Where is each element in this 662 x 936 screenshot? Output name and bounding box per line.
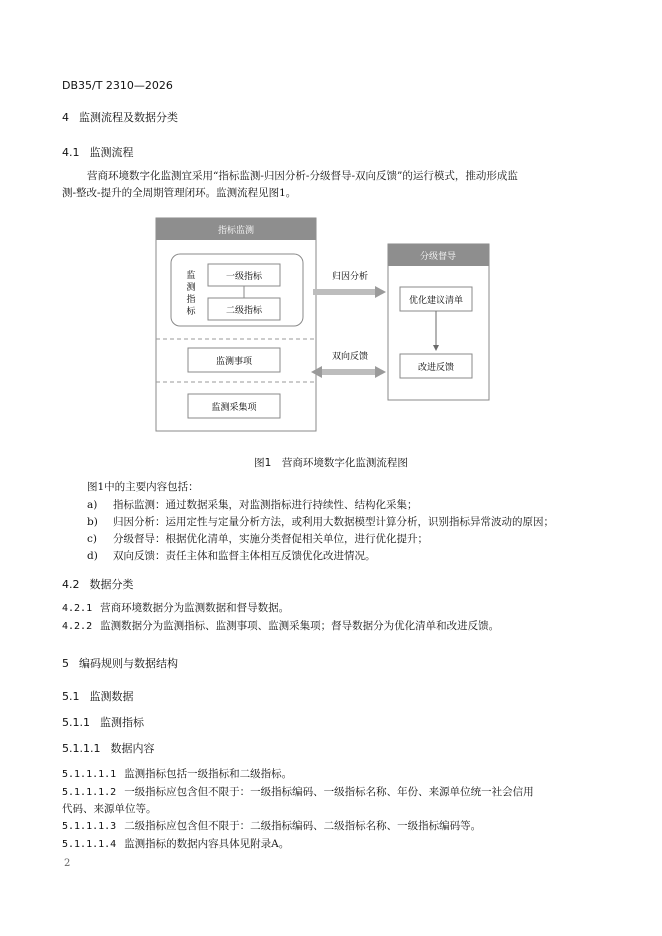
clause-number: 4.2.2 [62, 621, 93, 632]
section-title: 数据内容 [110, 742, 155, 755]
clause-number: 5.1.1.1.3 [62, 821, 117, 832]
clause-number: 4.2.1 [62, 603, 93, 614]
clause-5-1-1-1-2 [62, 784, 534, 801]
arrow2-label: 双向反馈 [331, 352, 369, 362]
flow-diagram [150, 212, 495, 434]
list-item [87, 531, 428, 548]
clause-5-1-1-1-1 [62, 766, 292, 783]
right-panel-title: 分级督导 [419, 252, 457, 262]
section-title: 数据分类 [89, 578, 134, 591]
vertical-label-char: 指 [186, 295, 196, 305]
section-title: 监测数据 [89, 690, 134, 703]
section-4-2-heading [62, 576, 134, 592]
clause-text: 监测数据分为监测指标、监测事项、监测采集项；督导数据分为优化清单和改进反馈。 [100, 620, 500, 632]
list-text: 归因分析：运用定性与定量分析方法，或利用大数据模型计算分析，识别指标异常波动的原因； [113, 516, 554, 528]
section-number: 5.1 [62, 690, 80, 703]
list-text: 分级督导：根据优化清单，实施分类督促相关单位，进行优化提升； [113, 533, 428, 545]
section-number: 5.1.1 [62, 716, 90, 729]
section-number: 5.1.1.1 [62, 742, 101, 755]
paragraph-line: 测-整改-提升的全周期管理闭环。监测流程见图1。 [62, 187, 297, 199]
level1-label: 一级指标 [225, 272, 263, 282]
paragraph-line: 营商环境数字化监测宜采用“指标监测-归因分析-分级督导-双向反馈”的运行模式，推动形成监 [87, 170, 518, 182]
section-title: 监测流程 [89, 146, 134, 159]
list-intro: 图1中的主要内容包括： [87, 481, 199, 493]
section-title: 监测指标 [100, 716, 144, 729]
section-number: 4.1 [62, 146, 80, 159]
list-mark: c) [87, 533, 97, 545]
doc-id: DB35/T 2310—2026 [62, 79, 173, 92]
list-text: 指标监测：通过数据采集，对监测指标进行持续性、结构化采集； [113, 499, 418, 511]
clause-number: 5.1.1.1.4 [62, 839, 117, 850]
optimize-label: 优化建议清单 [408, 296, 464, 306]
list-mark: a) [87, 499, 98, 511]
level2-label: 二级指标 [225, 306, 263, 316]
arrow2-head-right [375, 366, 386, 378]
section-number: 4 [62, 111, 69, 124]
vertical-label-char: 标 [186, 307, 196, 317]
clause-4-2-1 [62, 600, 289, 617]
list-item [87, 514, 554, 531]
list-item [87, 548, 376, 565]
clause-number: 5.1.1.1.2 [62, 787, 117, 798]
figure-caption: 图1 营商环境数字化监测流程图 [254, 457, 408, 469]
list-mark: d) [87, 550, 98, 562]
section-5-1-1-1-heading [62, 740, 154, 756]
collection-label: 监测采集项 [211, 403, 257, 413]
list-mark: b) [87, 516, 98, 528]
section-4-1-heading [62, 144, 134, 160]
section-5-1-heading [62, 688, 134, 704]
clause-number: 5.1.1.1.1 [62, 769, 117, 780]
list-item [87, 497, 418, 514]
events-label: 监测事项 [215, 357, 253, 367]
clause-5-1-1-1-4 [62, 836, 289, 853]
clause-text: 营商环境数据分为监测数据和督导数据。 [100, 602, 290, 614]
arrow1-label: 归因分析 [331, 272, 369, 282]
section-5-1-1-heading [62, 714, 144, 730]
vertical-label-char: 监 [186, 271, 196, 281]
list-text: 双向反馈：责任主体和监督主体相互反馈优化改进情况。 [113, 550, 376, 562]
clause-text: 监测指标包括一级指标和二级指标。 [124, 768, 293, 780]
feedback-label: 改进反馈 [417, 363, 455, 373]
clause-text: 一级指标应包含但不限于：一级指标编码、一级指标名称、年份、来源单位统一社会信用 [124, 786, 534, 798]
arrow1-shaft [313, 289, 375, 295]
clause-4-2-2 [62, 618, 499, 635]
section-title: 监测流程及数据分类 [79, 111, 178, 124]
clause-text: 二级指标应包含但不限于：二级指标编码、二级指标名称、一级指标编码等。 [124, 820, 482, 832]
clause-text: 监测指标的数据内容具体见附录A。 [124, 838, 290, 850]
section-5-heading [62, 655, 178, 671]
arrow2-shaft [322, 369, 375, 375]
section-title: 编码规则与数据结构 [79, 657, 178, 670]
section-number: 5 [62, 657, 69, 670]
clause-5-1-1-1-3 [62, 818, 481, 835]
left-panel-title: 指标监测 [217, 226, 255, 236]
section-number: 4.2 [62, 578, 80, 591]
section-4-heading [62, 109, 178, 125]
clause-continuation: 代码、来源单位等。 [62, 803, 157, 815]
page-number: 2 [64, 858, 71, 869]
arrow1-head [375, 286, 386, 298]
vertical-label-char: 测 [186, 283, 196, 293]
